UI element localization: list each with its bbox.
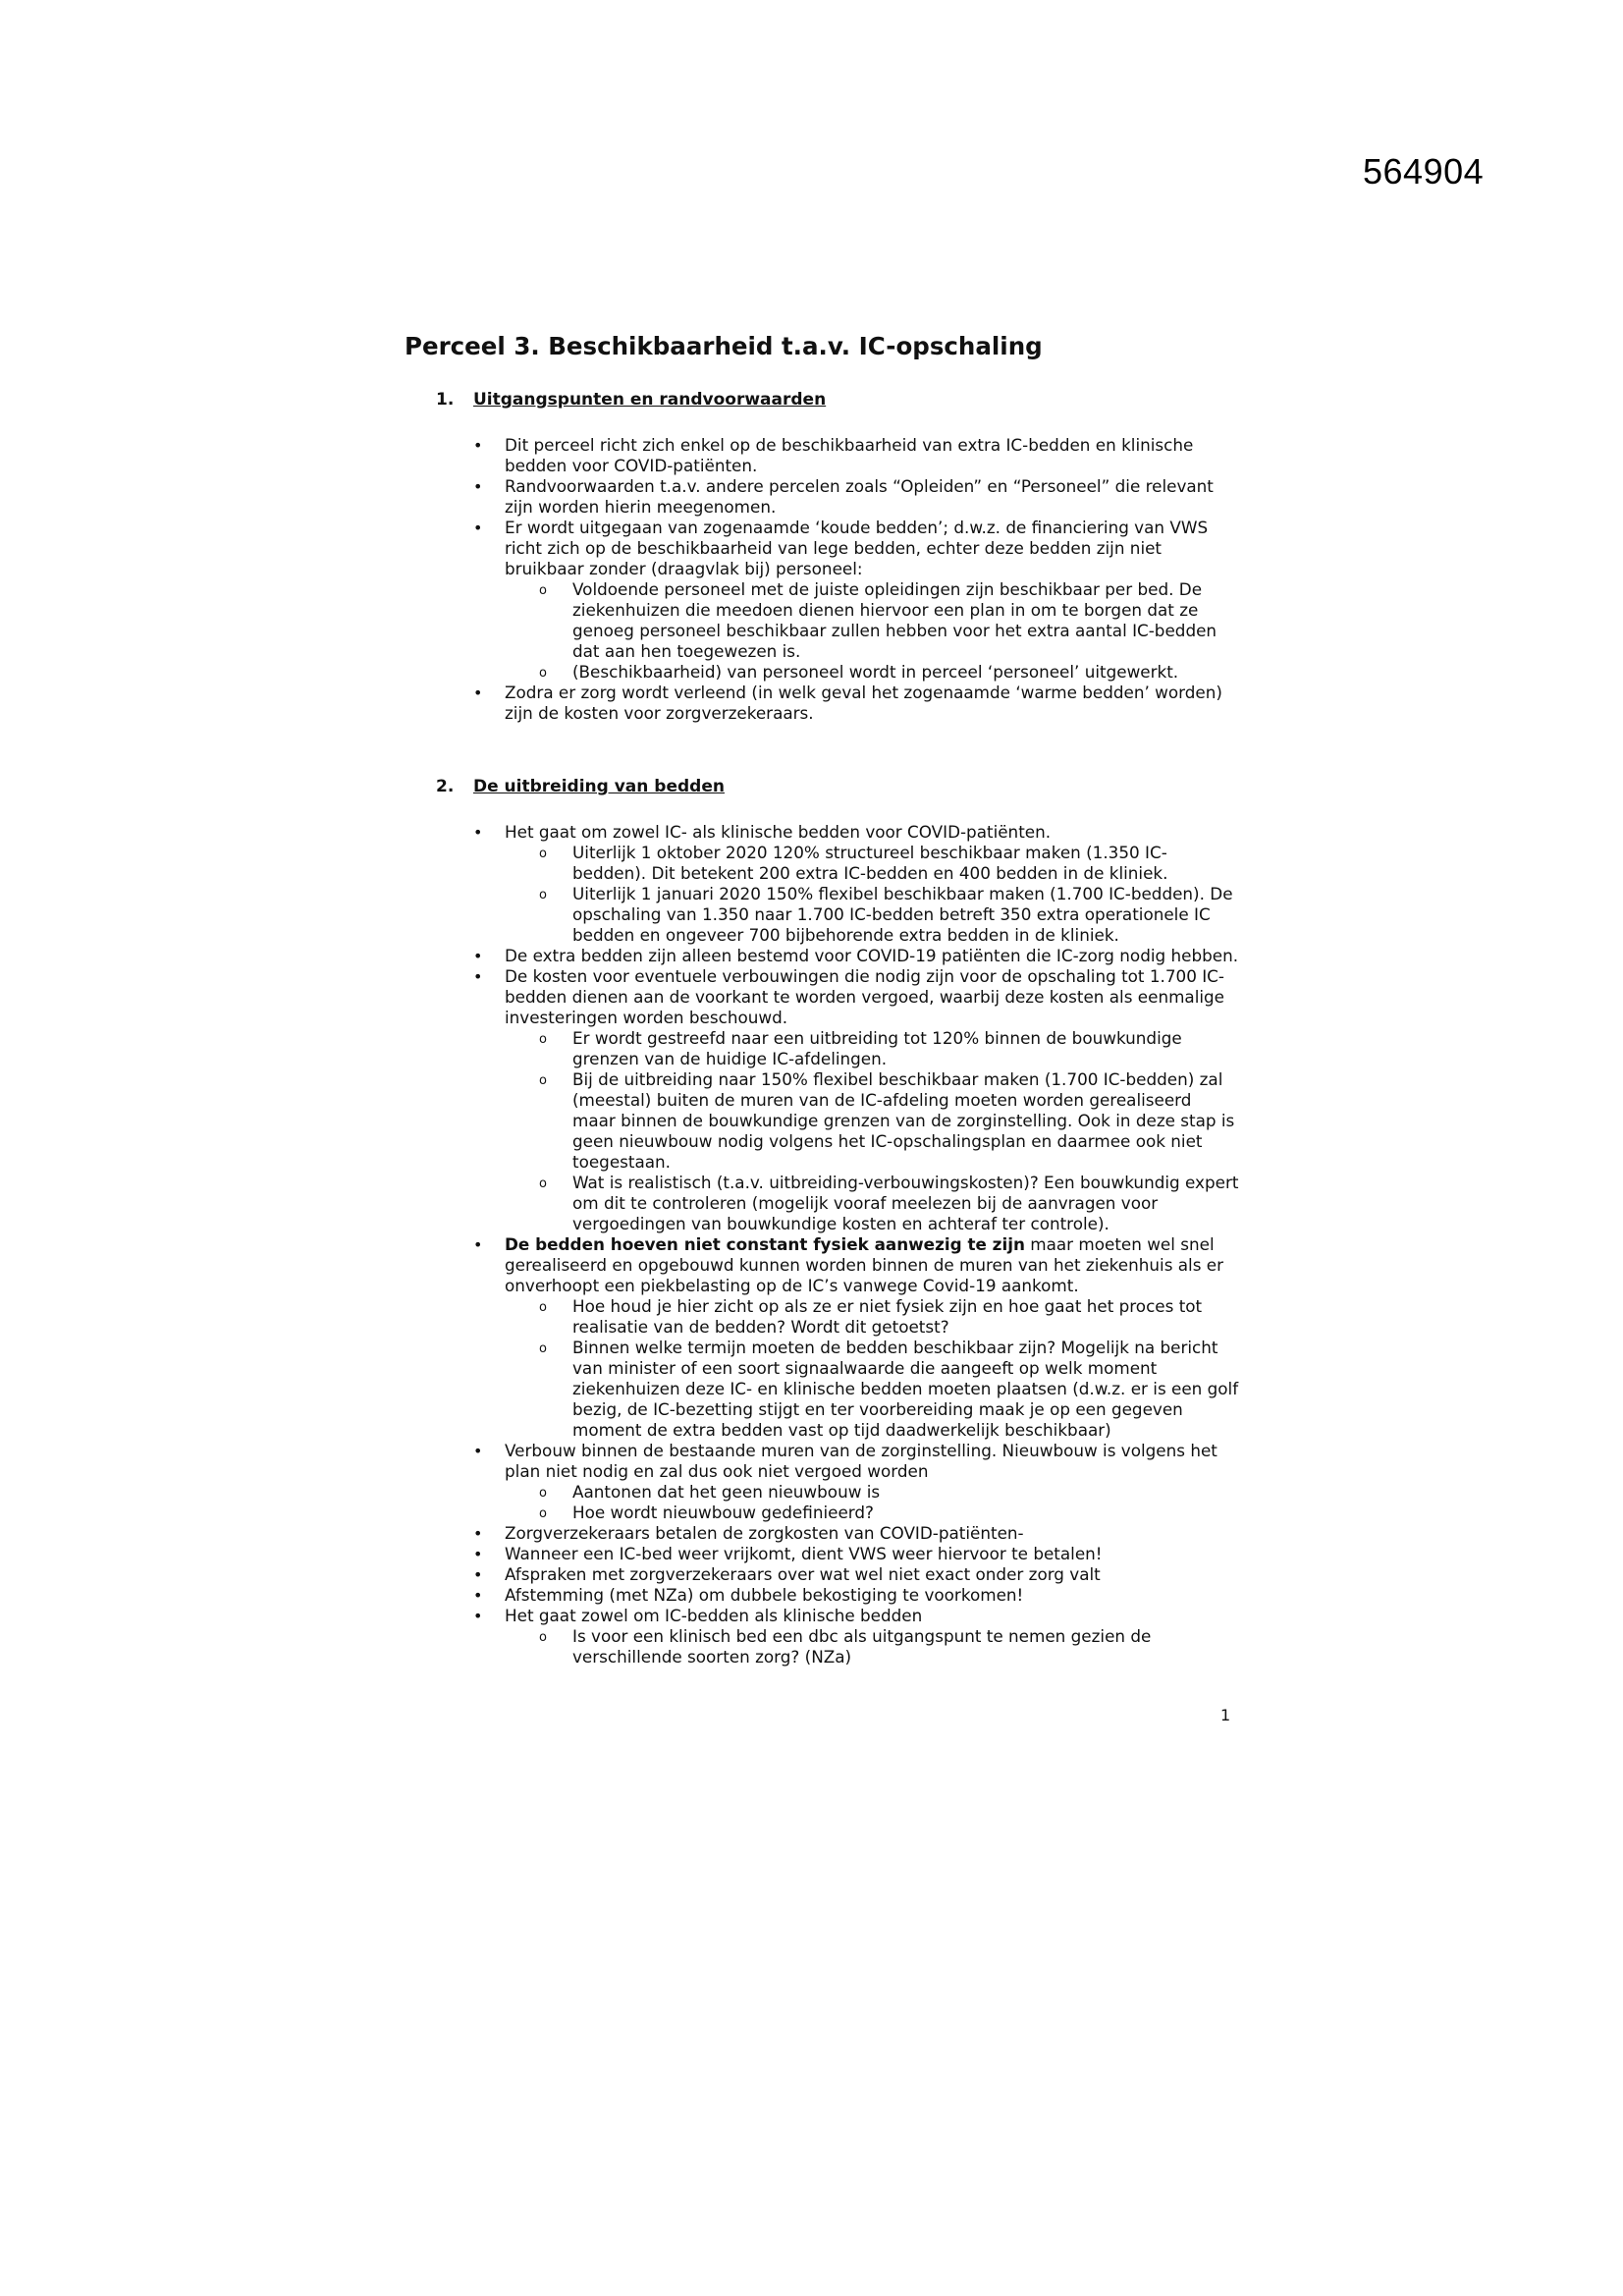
list-item-text: De extra bedden zijn alleen bestemd voor COVID-19 patiënten die IC-zorg nodig hebben. <box>505 946 1239 965</box>
circle-bullet-icon: o <box>539 1032 547 1047</box>
bullet-icon: • <box>473 1607 483 1625</box>
circle-bullet-icon: o <box>539 583 547 598</box>
bullet-icon: • <box>473 1524 483 1543</box>
list-item-text: Afspraken met zorgverzekeraars over wat wel niet exact onder zorg valt <box>505 1564 1101 1584</box>
sections-container <box>405 390 1239 1667</box>
list-item-text: maar moeten wel snel gerealiseerd en opgebouwd kunnen worden binnen de muren van het ziekenhuis als er onverhoopt een piekbelasting op de IC’s vanwege Covid-19 aankomt. <box>505 1234 1224 1295</box>
list-item <box>473 518 1239 683</box>
list-item-text: Wanneer een IC-bed weer vrijkomt, dient VWS weer hiervoor te betalen! <box>505 1544 1103 1563</box>
sub-list-item <box>539 1173 1239 1234</box>
list-item-text: Randvoorwaarden t.a.v. andere percelen zoals “Opleiden” en “Personeel” die relevant zijn worden hierin meegenomen. <box>505 476 1214 517</box>
list-item <box>473 683 1239 724</box>
circle-bullet-icon: o <box>539 1506 547 1521</box>
sub-list-item-text: Voldoende personeel met de juiste opleidingen zijn beschikbaar per bed. De ziekenhuizen die meedoen dienen hiervoor een plan in om te borgen dat ze genoeg personeel beschikbaar zullen hebben voor het extra aantal IC-bedden dat aan hen toegewezen is. <box>572 579 1217 661</box>
bullet-icon: • <box>473 1565 483 1584</box>
section-heading-text: Uitgangspunten en randvoorwaarden <box>473 390 827 410</box>
list-item-bold-text: De bedden hoeven niet constant fysiek aanwezig te zijn <box>505 1234 1025 1254</box>
circle-bullet-icon: o <box>539 1300 547 1315</box>
page-number: 1 <box>1220 1706 1231 1724</box>
list-item <box>473 822 1239 946</box>
sub-list-item <box>539 1069 1239 1173</box>
list-item <box>473 1564 1239 1585</box>
sub-list-item-text: Uiterlijk 1 oktober 2020 120% structureel beschikbaar maken (1.350 IC-bedden). Dit betekent 200 extra IC-bedden en 400 bedden in de kliniek. <box>572 843 1168 883</box>
list-item <box>473 435 1239 476</box>
circle-bullet-icon: o <box>539 1073 547 1088</box>
list-item-text: Verbouw binnen de bestaande muren van de zorginstelling. Nieuwbouw is volgens het plan niet nodig en zal dus ook niet vergoed worden <box>505 1441 1217 1481</box>
list-item-text: De kosten voor eventuele verbouwingen die nodig zijn voor de opschaling tot 1.700 IC-bedden dienen aan de voorkant te worden vergoed, waarbij deze kosten als eenmalige investeringen worden beschouwd. <box>505 966 1225 1027</box>
sub-list-item-text: Bij de uitbreiding naar 150% flexibel beschikbaar maken (1.700 IC-bedden) zal (meestal) buiten de muren van de IC-afdeling moeten worden gerealiseerd maar binnen de bouwkundige grenzen van de zorginstelling. Ook in deze stap is geen nieuwbouw nodig volgens het IC-opschalingsplan en daarmee ook niet toegestaan. <box>572 1069 1235 1172</box>
sub-list-item-text: (Beschikbaarheid) van personeel wordt in perceel ‘personeel’ uitgewerkt. <box>572 662 1179 682</box>
list-item <box>473 1441 1239 1523</box>
section-number: 2. <box>436 777 455 796</box>
list-item-text: Er wordt uitgegaan van zogenaamde ‘koude bedden’; d.w.z. de financiering van VWS richt zich op de beschikbaarheid van lege bedden, echter deze bedden zijn niet bruikbaar zonder (draagvlak bij) personeel: <box>505 518 1209 578</box>
sub-list-item-text: Aantonen dat het geen nieuwbouw is <box>572 1482 881 1502</box>
bullet-list <box>405 822 1239 1667</box>
circle-bullet-icon: o <box>539 1176 547 1191</box>
list-item-text: Dit perceel richt zich enkel op de beschikbaarheid van extra IC-bedden en klinische bedden voor COVID-patiënten. <box>505 435 1194 475</box>
circle-bullet-icon: o <box>539 1486 547 1501</box>
bullet-icon: • <box>473 1442 483 1460</box>
sub-list-item <box>539 1482 1239 1503</box>
bullet-list <box>405 435 1239 724</box>
list-item <box>473 946 1239 966</box>
section-gap <box>405 724 1239 777</box>
sub-list-item <box>539 884 1239 946</box>
section-heading <box>405 390 1239 410</box>
sub-list-item-text: Hoe houd je hier zicht op als ze er niet fysiek zijn en hoe gaat het proces tot realisatie van de bedden? Wordt dit getoetst? <box>572 1296 1203 1337</box>
document-body <box>405 332 1239 1667</box>
list-item <box>473 1523 1239 1544</box>
bullet-icon: • <box>473 477 483 496</box>
bullet-icon: • <box>473 519 483 537</box>
sub-list-item-text: Uiterlijk 1 januari 2020 150% flexibel beschikbaar maken (1.700 IC-bedden). De opschaling van 1.350 naar 1.700 IC-bedden betreft 350 extra operationele IC bedden en ongeveer 700 bijbehorende extra bedden in de kliniek. <box>572 884 1233 945</box>
sub-list-item-text: Binnen welke termijn moeten de bedden beschikbaar zijn? Mogelijk na bericht van minister of een soort signaalwaarde die aangeeft op welk moment ziekenhuizen deze IC- en klinische bedden moeten plaatsen (d.w.z. er is een golf bezig, de IC-bezetting stijgt en ter voorbereiding maak je op een gegeven moment de extra bedden vast op tijd daadwerkelijk beschikbaar) <box>572 1338 1239 1440</box>
sub-list-item <box>539 1626 1239 1667</box>
list-item <box>473 1234 1239 1441</box>
circle-bullet-icon: o <box>539 847 547 861</box>
sub-list-item-text: Is voor een klinisch bed een dbc als uitgangspunt te nemen gezien de verschillende soorten zorg? (NZa) <box>572 1626 1152 1667</box>
sub-list-item-text: Wat is realistisch (t.a.v. uitbreiding-verbouwingskosten)? Een bouwkundig expert om dit te controleren (mogelijk vooraf meelezen bij de aanvragen voor vergoedingen van bouwkundige kosten en achteraf ter controle). <box>572 1173 1239 1233</box>
bullet-icon: • <box>473 947 483 965</box>
sub-list-item <box>539 1503 1239 1523</box>
list-item <box>473 1544 1239 1564</box>
sub-list <box>505 1028 1239 1234</box>
circle-bullet-icon: o <box>539 1630 547 1645</box>
sub-list-item-text: Hoe wordt nieuwbouw gedefinieerd? <box>572 1503 874 1522</box>
list-item-text: Zodra er zorg wordt verleend (in welk geval het zogenaamde ‘warme bedden’ worden) zijn de kosten voor zorgverzekeraars. <box>505 683 1222 723</box>
sub-list-item <box>539 579 1239 662</box>
bullet-icon: • <box>473 1586 483 1605</box>
sub-list-item <box>539 1296 1239 1338</box>
circle-bullet-icon: o <box>539 1341 547 1356</box>
sub-list-item-text: Er wordt gestreefd naar een uitbreiding tot 120% binnen de bouwkundige grenzen van de huidige IC-afdelingen. <box>572 1028 1182 1068</box>
bullet-icon: • <box>473 1235 483 1254</box>
list-item-text: Zorgverzekeraars betalen de zorgkosten van COVID-patiënten- <box>505 1523 1024 1543</box>
bullet-icon: • <box>473 1545 483 1563</box>
list-item-text: Het gaat zowel om IC-bedden als klinische bedden <box>505 1606 923 1625</box>
sub-list <box>505 1626 1239 1667</box>
circle-bullet-icon: o <box>539 666 547 681</box>
bullet-icon: • <box>473 683 483 702</box>
list-item-text: Het gaat om zowel IC- als klinische bedden voor COVID-patiënten. <box>505 822 1052 842</box>
bullet-icon: • <box>473 967 483 986</box>
list-item <box>473 966 1239 1234</box>
section-heading-text: De uitbreiding van bedden <box>473 777 725 796</box>
sub-list-item <box>539 1028 1239 1069</box>
page-title: Perceel 3. Beschikbaarheid t.a.v. IC-opschaling <box>405 332 1043 360</box>
list-item-text: Afstemming (met NZa) om dubbele bekostiging te voorkomen! <box>505 1585 1024 1605</box>
sub-list-item <box>539 843 1239 884</box>
section-number: 1. <box>436 390 455 410</box>
list-item <box>473 1585 1239 1606</box>
sub-list <box>505 843 1239 946</box>
document-id: 564904 <box>1363 151 1485 191</box>
section-heading <box>405 777 1239 796</box>
circle-bullet-icon: o <box>539 888 547 902</box>
bullet-icon: • <box>473 436 483 455</box>
sub-list-item <box>539 1338 1239 1441</box>
list-item <box>473 476 1239 518</box>
bullet-icon: • <box>473 823 483 842</box>
sub-list-item <box>539 662 1239 683</box>
list-item <box>473 1606 1239 1667</box>
sub-list <box>505 1296 1239 1441</box>
sub-list <box>505 579 1239 683</box>
sub-list <box>505 1482 1239 1523</box>
